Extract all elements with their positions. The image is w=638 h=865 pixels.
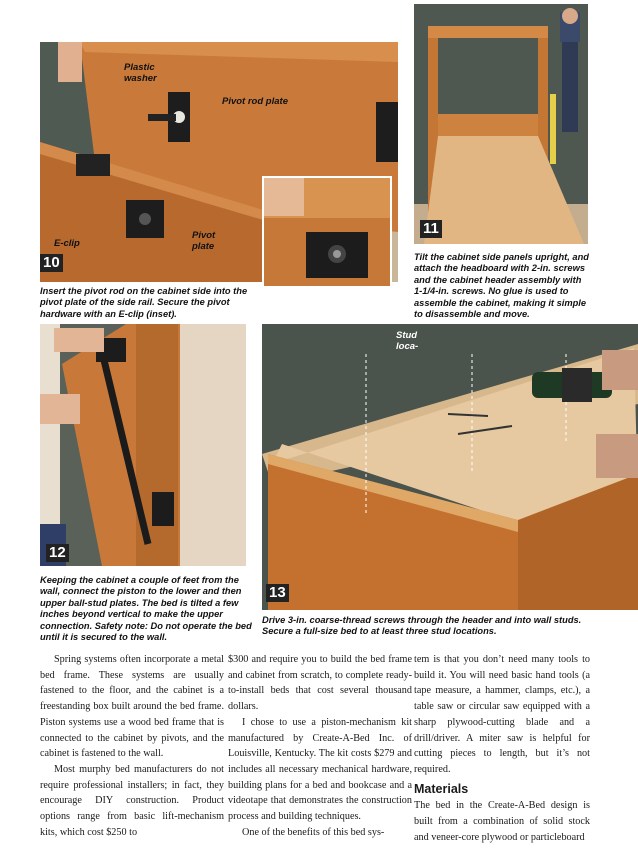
- col1-paragraph-2: Most murphy bed manufacturers do not require professional installers; in fact, they encourage DIY construction. Product options range from basic lift-mechanism kits, which cost $250 to: [40, 763, 224, 838]
- label-plastic-washer: Plastic washer: [124, 62, 157, 84]
- article-column-2: [228, 652, 412, 840]
- label-pivot-plate: Pivot plate: [192, 230, 216, 252]
- col2-paragraph-1: $300 and require you to build the bed frame and cabinet from scratch, to complete ready-to-install beds that cost several thousand dollars.: [228, 654, 412, 713]
- col2-paragraph-2: I chose to use a piston-mechanism kit manufactured by Create-A-Bed Inc. of Louisville, Kentucky. The kit costs $279 and includes all necessary mechanical hardware, building plans for a bed and bookcase and a videotape that demonstrates the construction process and building techniques.: [228, 716, 412, 823]
- label-e-clip: E-clip: [54, 238, 80, 249]
- photo-12-illustration: [40, 324, 246, 566]
- photo-11-illustration: [414, 4, 588, 244]
- inset-illustration: [264, 178, 390, 286]
- label-stud-locations: Stud loca-: [396, 330, 419, 352]
- caption-step-12: Keeping the cabinet a couple of feet from the wall, connect the piston to the lower and then upper ball-stud plates. The bed is tilted a few inches beyond vertical to make the upper connection. Safety note: Do not operate the bed until it is secured to the wall.: [40, 575, 252, 643]
- photo-10-inset: [262, 176, 392, 288]
- article-column-1: [40, 652, 224, 840]
- article-column-3: [414, 652, 590, 845]
- col3-paragraph-1: tem is that you don’t need many tools to build it. You will need basic hand tools (a tape measure, a hammer, clamps, etc.), a table saw or circular saw equipped with a sharp plywood-cutting blade and a drill/driver. A miter saw is helpful for cutting pieces to length, but it’s not required.: [414, 654, 590, 775]
- caption-step-11: Tilt the cabinet side panels upright, and attach the headboard with 2-in. screws and the cabinet header assembly with 1-1/4-in. screws. No glue is used to assemble the cabinet, making it simple to disassemble and move.: [414, 252, 589, 320]
- photo-step-13: [262, 324, 638, 610]
- col1-paragraph-1: Spring systems often incorporate a metal bed frame. These systems are usually fastened to the floor, and the cabinet is a freestanding box built around the bed frame. Piston systems use a wood bed frame that is connected to the cabinet by pivots, and the cabinet is fastened to the wall.: [40, 654, 224, 760]
- caption-step-10: Insert the pivot rod on the cabinet side into the pivot plate of the side rail. Secure the pivot hardware with an E-clip (inset).: [40, 286, 248, 319]
- col3-paragraph-2: The bed in the Create-A-Bed design is built from a combination of solid stock and veneer-core plywood or particleboard: [414, 800, 590, 843]
- step-number-10: 10: [40, 254, 63, 272]
- photo-step-11: [414, 4, 588, 244]
- step-number-13: 13: [266, 584, 289, 602]
- step-number-11: 11: [420, 220, 442, 238]
- col2-paragraph-3: One of the benefits of this bed sys-: [242, 826, 385, 838]
- step-number-12: 12: [46, 544, 69, 562]
- photo-13-illustration: [262, 324, 638, 610]
- photo-step-12: [40, 324, 246, 566]
- section-heading-materials: Materials: [414, 781, 469, 796]
- label-pivot-rod-plate: Pivot rod plate: [222, 96, 288, 107]
- caption-step-13: Drive 3-in. coarse-thread screws through the header and into wall studs. Secure a full-size bed to at least three stud locations.: [262, 615, 582, 637]
